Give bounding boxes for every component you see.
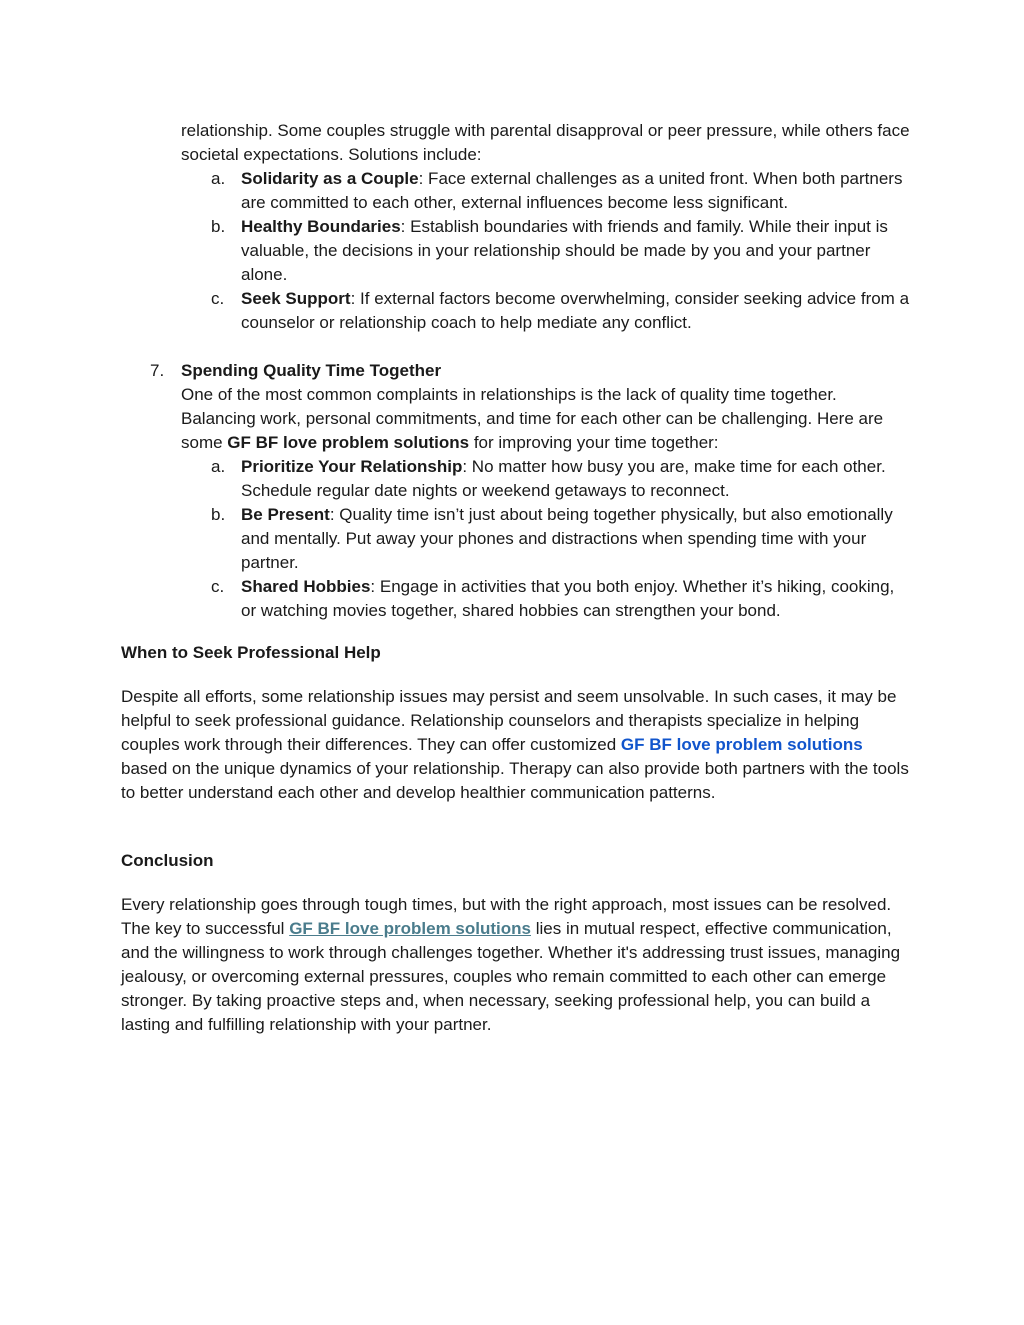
heading-conclusion: Conclusion <box>121 851 214 870</box>
paragraph-text: Despite all efforts, some relationship issues may persist and seem unsolvable. In such cases, it may be helpful to seek professional guidance. Relationship counselors and therapists specialize in helping couples work through their differences. They can offer customized <box>121 687 897 754</box>
list-marker: c. <box>211 289 225 308</box>
gf-bf-solutions-link[interactable]: GF BF love problem solutions <box>620 735 863 754</box>
list-item-title: Healthy Boundaries <box>241 217 401 236</box>
paragraph-text: Every relationship goes through tough times, but with the right approach, most issues can be resolved. The key to successful <box>121 895 892 938</box>
section-7-title: Spending Quality Time Together <box>181 361 442 380</box>
list-item-text: : Engage in activities that you both enjoy. Whether it’s hiking, cooking, or watching movies together, shared hobbies can strengthen your bond. <box>241 577 895 620</box>
list-marker: b. <box>211 217 226 236</box>
list-marker: c. <box>211 577 225 596</box>
intro-text: One of the most common complaints in relationships is the lack of quality time together. Balancing work, personal commitments, and time for each other can be challenging. Here are some <box>181 385 884 452</box>
list-item-title: Seek Support <box>241 289 351 308</box>
intro-text-end: for improving your time together: <box>469 433 719 452</box>
list-item-text: : Quality time isn’t just about being together physically, but also emotionally and mentally. Put away your phones and distractions when spending time with your partner. <box>241 505 893 572</box>
list-marker: b. <box>211 505 226 524</box>
section-7-body <box>181 383 911 623</box>
list-number-7: 7. <box>150 361 165 380</box>
list-marker: a. <box>211 457 226 476</box>
heading-professional-help: When to Seek Professional Help <box>121 643 381 662</box>
list-item <box>181 167 911 215</box>
list-item-title: Prioritize Your Relationship <box>241 457 463 476</box>
paragraph-text-end: lies in mutual respect, effective communication, and the willingness to work through challenges together. Whether it's addressing trust issues, managing jealousy, or overcoming external pressures, couples who remain committed to each other can emerge stronger. By taking proactive steps and, when necessary, seeking professional help, you can build a lasting and fulfilling relationship with your partner. <box>121 919 901 1034</box>
list-item-text: : No matter how busy you are, make time for each other. Schedule regular date nights or weekend getaways to reconnect. <box>241 457 886 500</box>
intro-paragraph: relationship. Some couples struggle with parental disapproval or peer pressure, while others face societal expectations. Solutions include: <box>181 121 910 164</box>
list-item <box>181 215 911 287</box>
conclusion-paragraph <box>121 893 911 1037</box>
section-6-continuation <box>181 119 911 335</box>
list-item-title: Shared Hobbies <box>241 577 371 596</box>
keyword-bold: GF BF love problem solutions <box>227 433 470 452</box>
list-item-text: : Face external challenges as a united front. When both partners are committed to each other, external influences become less significant. <box>241 169 903 212</box>
professional-help-paragraph <box>121 685 911 805</box>
list-item <box>181 575 911 623</box>
gf-bf-solutions-link[interactable]: GF BF love problem solutions <box>289 919 531 938</box>
list-item-title: Be Present <box>241 505 330 524</box>
section-7-intro <box>181 383 911 455</box>
list-item-text: : If external factors become overwhelming, consider seeking advice from a counselor or relationship coach to help mediate any conflict. <box>241 289 910 332</box>
list-item <box>181 503 911 575</box>
list-item-text: : Establish boundaries with friends and family. While their input is valuable, the decisions in your relationship should be made by you and your partner alone. <box>241 217 888 284</box>
list-item <box>181 455 911 503</box>
list-item <box>181 287 911 335</box>
list-item-title: Solidarity as a Couple <box>241 169 419 188</box>
paragraph-text-end: based on the unique dynamics of your relationship. Therapy can also provide both partners with the tools to better understand each other and develop healthier communication patterns. <box>121 759 909 802</box>
list-marker: a. <box>211 169 226 188</box>
